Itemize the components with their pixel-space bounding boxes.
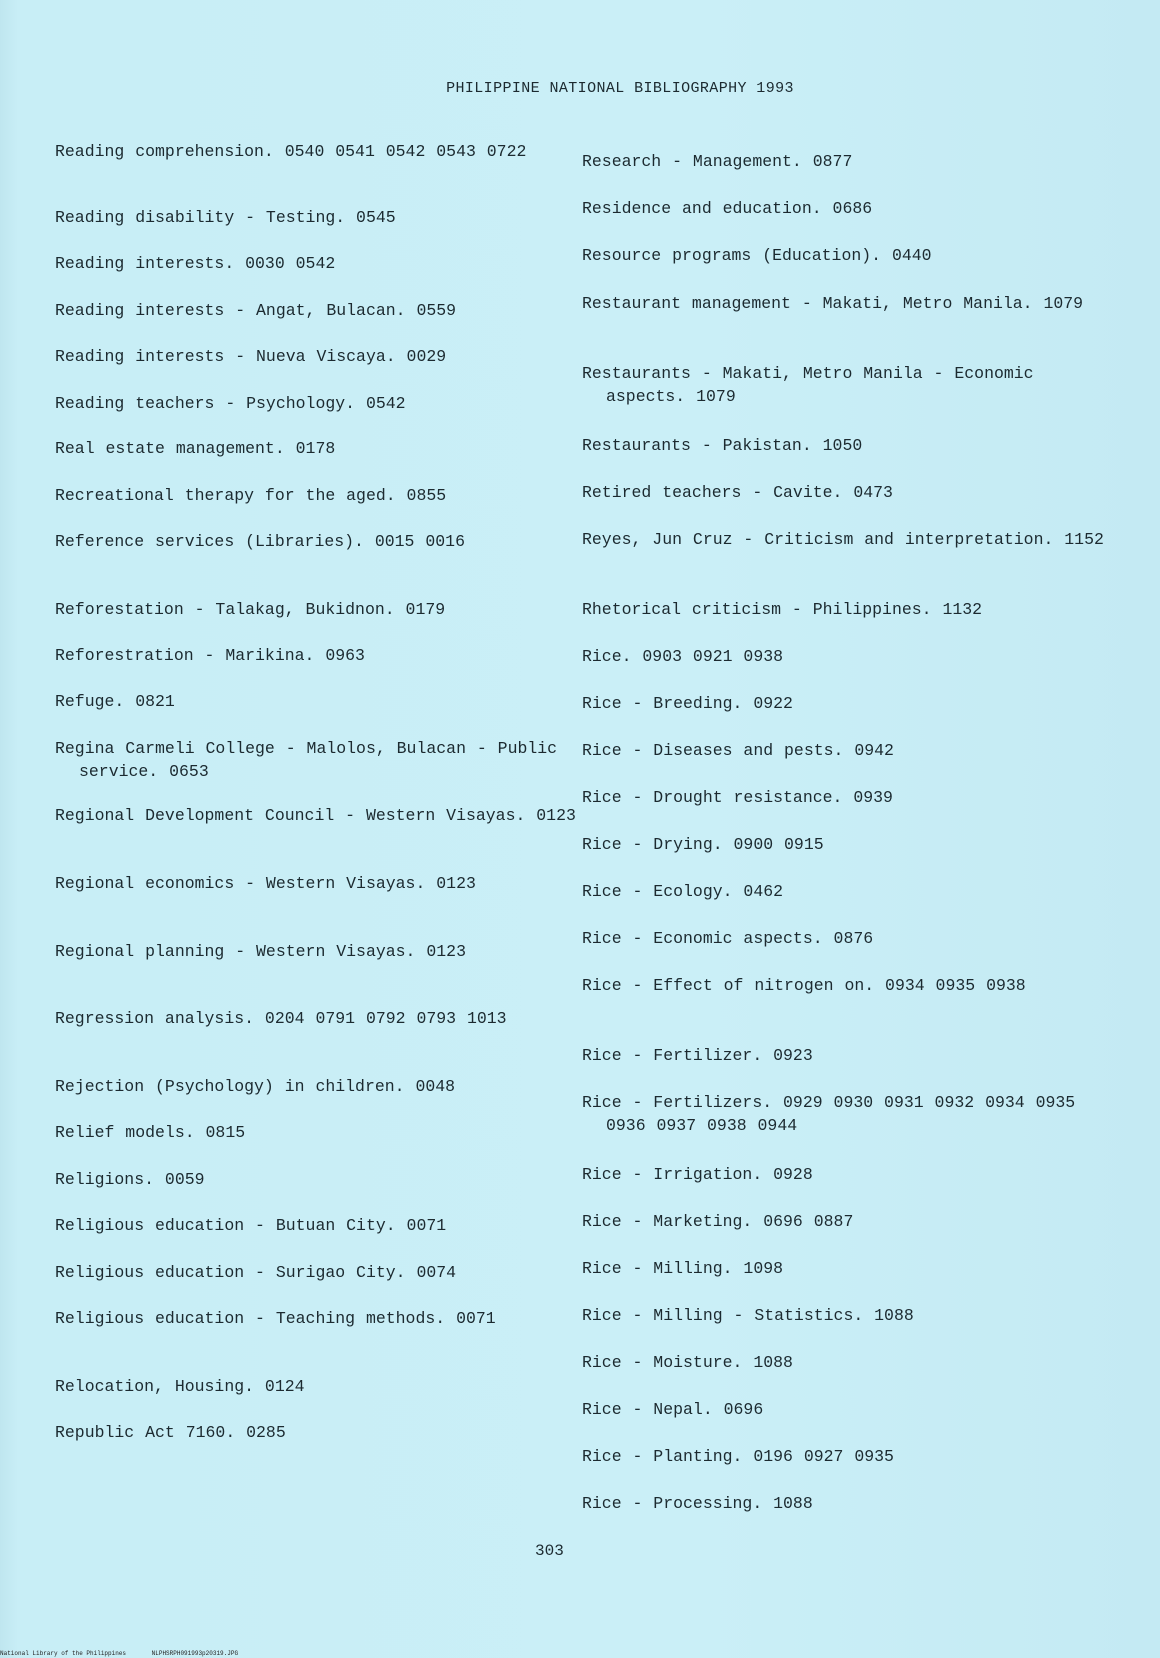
index-entry: Real estate management. 0178	[55, 439, 336, 458]
scan-footer	[0, 1650, 260, 1657]
index-entry: Resource programs (Education). 0440	[582, 246, 932, 265]
index-entry: Reference services (Libraries). 0015 0016	[55, 532, 465, 551]
index-entry: Rice - Irrigation. 0928	[582, 1165, 813, 1184]
index-entry: Reforestation - Talakag, Bukidnon. 0179	[55, 600, 446, 619]
index-entry: Rice - Fertilizers. 0929 0930 0931 0932 0934 0935 0936 0937 0938 0944	[582, 1093, 1076, 1135]
index-entry: Relief models. 0815	[55, 1123, 246, 1142]
index-entry: Religions. 0059	[55, 1170, 205, 1189]
index-entry: Rice. 0903 0921 0938	[582, 647, 784, 666]
index-entry: Reading interests. 0030 0542	[55, 254, 336, 273]
index-entry: Regional Development Council - Western Visayas. 0123	[55, 806, 576, 825]
index-entry: Reading interests - Nueva Viscaya. 0029	[55, 347, 447, 366]
index-entry: Reyes, Jun Cruz - Criticism and interpretation. 1152	[582, 530, 1104, 549]
index-entry: Regional economics - Western Visayas. 0123	[55, 874, 476, 893]
index-entry: Refuge. 0821	[55, 692, 175, 711]
index-entry: Recreational therapy for the aged. 0855	[55, 486, 447, 505]
index-entry: Rice - Ecology. 0462	[582, 882, 784, 901]
index-entry: Rice - Breeding. 0922	[582, 694, 793, 713]
index-entry: Rice - Marketing. 0696 0887	[582, 1212, 854, 1231]
index-entry: Rice - Processing. 1088	[582, 1494, 813, 1513]
index-entry: Regression analysis. 0204 0791 0792 0793 1013	[55, 1009, 507, 1028]
index-entry: Regional planning - Western Visayas. 0123	[55, 942, 466, 961]
index-entry: Rice - Economic aspects. 0876	[582, 929, 874, 948]
index-entry: Rice - Fertilizer. 0923	[582, 1046, 813, 1065]
index-entry: Rice - Milling. 1098	[582, 1259, 784, 1278]
index-entry: Rejection (Psychology) in children. 0048	[55, 1077, 456, 1096]
index-entry: Relocation, Housing. 0124	[55, 1377, 305, 1396]
index-entry: Rice - Nepal. 0696	[582, 1400, 764, 1419]
footer-filename: NLPHSRPH091993p20319.JPG	[151, 1650, 239, 1657]
index-entry: Rice - Drying. 0900 0915	[582, 835, 824, 854]
index-entry: Rice - Diseases and pests. 0942	[582, 741, 894, 760]
index-entry: Residence and education. 0686	[582, 199, 873, 218]
index-entry: Rice - Moisture. 1088	[582, 1353, 793, 1372]
index-entry: Restaurants - Pakistan. 1050	[582, 436, 863, 455]
index-entry: Reading interests - Angat, Bulacan. 0559	[55, 301, 457, 320]
index-entry: Research - Management. 0877	[582, 152, 853, 171]
index-entry: Reading disability - Testing. 0545	[55, 208, 396, 227]
page-title: PHILIPPINE NATIONAL BIBLIOGRAPHY 1993	[446, 80, 794, 97]
index-entry: Retired teachers - Cavite. 0473	[582, 483, 893, 502]
index-entry: Religious education - Surigao City. 0074	[55, 1263, 457, 1282]
index-entry: Religious education - Teaching methods. 0071	[55, 1309, 496, 1328]
index-entry: Rice - Effect of nitrogen on. 0934 0935 0938	[582, 976, 1026, 995]
index-entry: Reading comprehension. 0540 0541 0542 0543 0722	[55, 142, 527, 161]
index-entry: Rice - Drought resistance. 0939	[582, 788, 893, 807]
index-entry: Regina Carmeli College - Malolos, Bulacan - Public service. 0653	[55, 739, 558, 781]
index-entry: Restaurants - Makati, Metro Manila - Economic aspects. 1079	[582, 364, 1034, 406]
index-entry: Rice - Milling - Statistics. 1088	[582, 1306, 914, 1325]
index-entry: Religious education - Butuan City. 0071	[55, 1216, 447, 1235]
index-entry: Reading teachers - Psychology. 0542	[55, 394, 406, 413]
index-entry: Rhetorical criticism - Philippines. 1132	[582, 600, 983, 619]
index-entry: Rice - Planting. 0196 0927 0935	[582, 1447, 894, 1466]
footer-library: National Library of the Philippines	[0, 1650, 127, 1657]
index-entry: Republic Act 7160. 0285	[55, 1423, 286, 1442]
index-entry: Restaurant management - Makati, Metro Manila. 1079	[582, 294, 1084, 313]
index-entry: Reforestration - Marikina. 0963	[55, 646, 365, 665]
page-number: 303	[535, 1542, 564, 1560]
